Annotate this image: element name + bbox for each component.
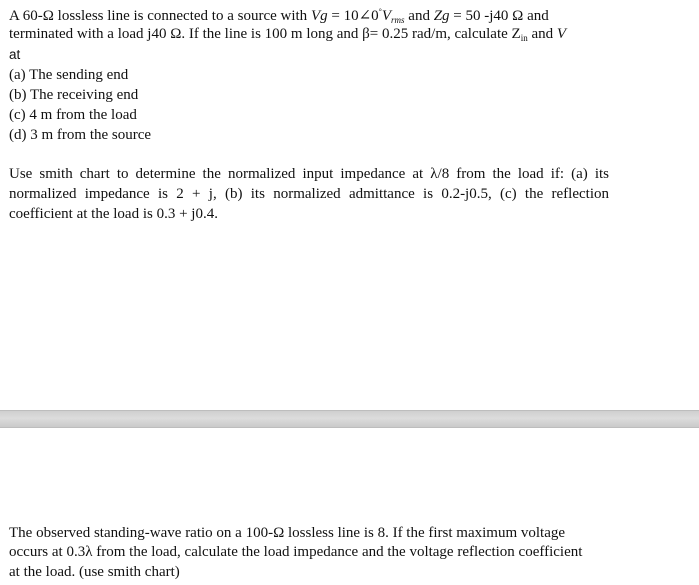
rms-subscript: rms	[391, 15, 405, 25]
list-item: (c) 4 m from the load	[9, 107, 137, 123]
problem1-line2-text: terminated with a load j40 Ω. If the line is 100 m long and β= 0.25 rad/m, calculate Z	[9, 26, 521, 42]
page-divider	[0, 410, 699, 428]
list-item: (a) The sending end	[9, 67, 129, 83]
problem1-line2	[9, 24, 566, 48]
vg-symbol: Vg	[310, 8, 328, 24]
problem3-line: at the load. (use smith chart)	[9, 564, 180, 580]
and-text: and	[404, 8, 434, 24]
problem2-line: coefficient at the load is 0.3 + j0.4.	[9, 206, 218, 222]
problem3-line: The observed standing-wave ratio on a 100-Ω lossless line is 8. If the first maximum voltage	[9, 525, 566, 541]
zg-value: = 50 -j40 Ω and	[449, 8, 549, 24]
problem2-line: Use smith chart to determine the normalized input impedance at λ/8 from the load if: (a) its	[9, 166, 609, 182]
list-item: (d) 3 m from the source	[9, 127, 152, 143]
degree-symbol: °	[378, 7, 382, 16]
v-unit: V	[381, 8, 392, 24]
v-symbol: V	[556, 26, 567, 42]
in-subscript: in	[520, 33, 528, 43]
and-text: and	[527, 26, 557, 42]
problem1-line3: at	[9, 47, 21, 62]
zg-symbol: Zg	[433, 8, 450, 24]
problem2-line: normalized impedance is 2 + j, (b) its normalized admittance is 0.2-j0.5, (c) the reflection	[9, 186, 609, 202]
list-item: (b) The receiving end	[9, 87, 139, 103]
problem1-line1-text: A 60-Ω lossless line is connected to a source with	[9, 8, 311, 24]
vg-value: = 10∠0	[327, 8, 379, 24]
lower-document-panel	[0, 428, 699, 585]
problem3-line: occurs at 0.3λ from the load, calculate the load impedance and the voltage reflection coefficient	[9, 544, 583, 560]
